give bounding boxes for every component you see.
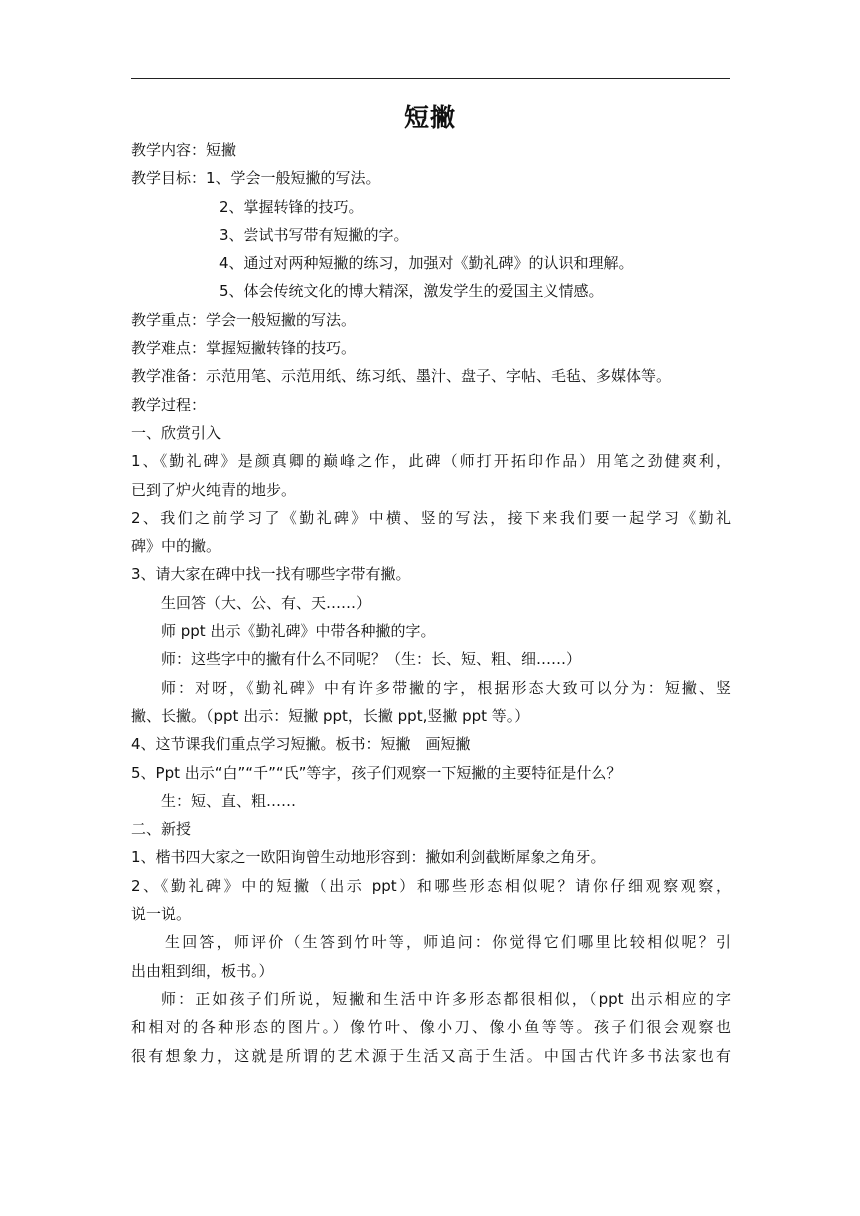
line-content: 教学内容：短撇 bbox=[131, 141, 237, 159]
line-key-point: 教学重点：学会一般短撇的写法。 bbox=[131, 310, 357, 329]
paragraph-line: 碑》中的撇。 bbox=[131, 537, 222, 556]
paragraph-line: 2、我们之前学习了《勤礼碑》中横、竖的写法，接下来我们要一起学习《勤礼 bbox=[131, 508, 731, 527]
paragraph-line: 3、请大家在碑中找一找有哪些字带有撇。 bbox=[131, 565, 411, 584]
paragraph-line: 2、《勤礼碑》中的短撇（出示 ppt）和哪些形态相似呢？请你仔细观察观察， bbox=[131, 876, 731, 895]
line-goal-3: 3、尝试书写带有短撇的字。 bbox=[219, 225, 409, 244]
paragraph-line: 1、《勤礼碑》是颜真卿的巅峰之作，此碑（师打开拓印作品）用笔之劲健爽利， bbox=[131, 452, 731, 471]
document-title: 短撇 bbox=[403, 103, 456, 132]
paragraph-line: 撇、长撇。（ppt 出示：短撇 ppt，长撇 ppt,竖撇 ppt 等。） bbox=[131, 706, 530, 725]
paragraph-line: 生回答，师评价（生答到竹叶等，师追问：你觉得它们哪里比较相似呢？引 bbox=[165, 933, 731, 952]
line-difficulty: 教学难点：掌握短撇转锋的技巧。 bbox=[131, 339, 357, 358]
paragraph-line: 4、这节课我们重点学习短撇。板书：短撇 画短撇 bbox=[131, 735, 471, 754]
header-rule bbox=[131, 78, 730, 79]
paragraph-line: 生：短、直、粗…… bbox=[161, 791, 297, 810]
paragraph-line: 师：对呀，《勤礼碑》中有许多带撇的字，根据形态大致可以分为：短撇、竖 bbox=[161, 678, 731, 697]
paragraph-line: 5、Ppt 出示“白”“千”“氏”等字，孩子们观察一下短撇的主要特征是什么？ bbox=[131, 763, 622, 782]
paragraph-line: 师 ppt 出示《勤礼碑》中带各种撇的字。 bbox=[161, 622, 436, 641]
paragraph-line: 生回答（大、公、有、天……） bbox=[161, 593, 372, 612]
paragraph-line: 和相对的各种形态的图片。）像竹叶、像小刀、像小鱼等等。孩子们很会观察也 bbox=[131, 1018, 731, 1037]
paragraph-line: 师：这些字中的撇有什么不同呢？（生：长、短、粗、细……） bbox=[161, 650, 582, 669]
line-preparation: 教学准备：示范用笔、示范用纸、练习纸、墨汁、盘子、字帖、毛毡、多媒体等。 bbox=[131, 367, 672, 386]
paragraph-line: 很有想象力，这就是所谓的艺术源于生活又高于生活。中国古代许多书法家也有 bbox=[131, 1046, 731, 1065]
line-process: 教学过程： bbox=[131, 395, 207, 414]
line-goal-4: 4、通过对两种短撇的练习，加强对《勤礼碑》的认识和理解。 bbox=[219, 254, 634, 273]
section-heading-2: 二、新授 bbox=[131, 820, 192, 839]
paragraph-line: 1、楷书四大家之一欧阳询曾生动地形容到：撇如利剑截断犀象之角牙。 bbox=[131, 848, 606, 867]
line-goal-1: 教学目标：1、学会一般短撇的写法。 bbox=[131, 169, 381, 188]
line-goal-2: 2、掌握转锋的技巧。 bbox=[219, 197, 364, 216]
line-goal-5: 5、体会传统文化的博大精深，激发学生的爱国主义情感。 bbox=[219, 282, 604, 301]
paragraph-line: 说一说。 bbox=[131, 905, 192, 924]
paragraph-line: 师：正如孩子们所说，短撇和生活中许多形态都很相似，（ppt 出示相应的字 bbox=[161, 989, 731, 1008]
document-body bbox=[131, 136, 731, 1070]
section-heading-1: 一、欣赏引入 bbox=[131, 423, 222, 442]
paragraph-line: 出由粗到细，板书。） bbox=[131, 961, 274, 980]
paragraph-line: 已到了炉火纯青的地步。 bbox=[131, 480, 297, 499]
